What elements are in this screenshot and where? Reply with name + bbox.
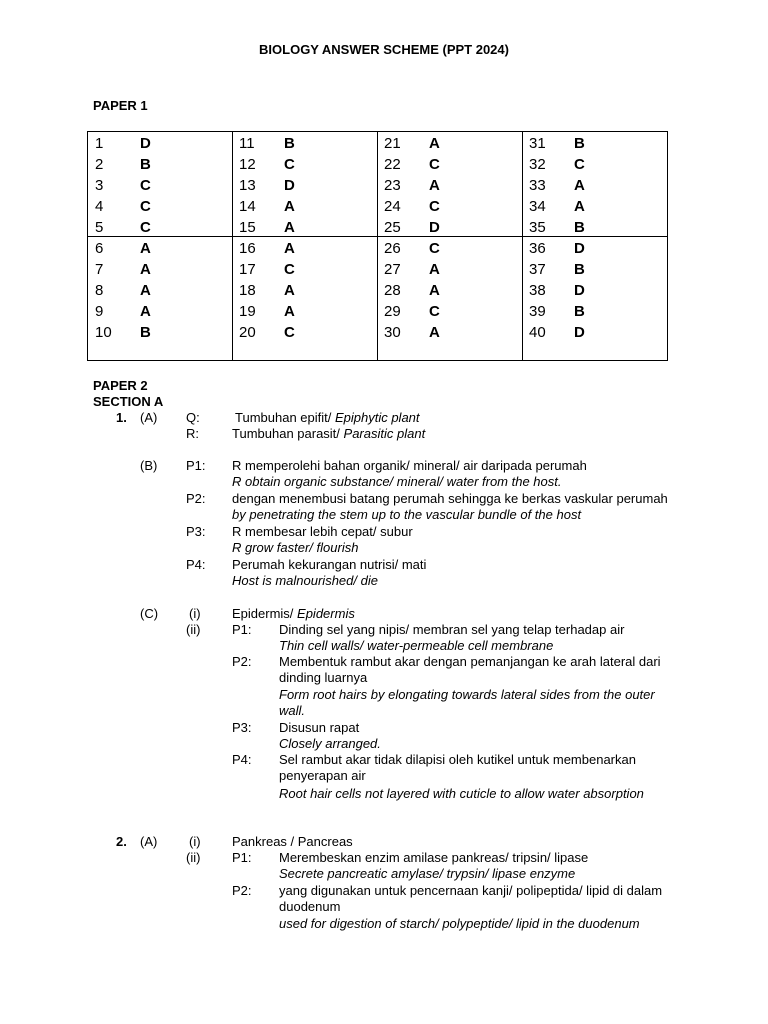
answer-entry <box>529 196 585 217</box>
answer-letter: A <box>140 261 151 278</box>
answer-text: R membesar lebih cepat/ subur <box>232 524 413 539</box>
question-number: 2 <box>95 156 104 173</box>
answer-entry <box>529 175 585 196</box>
point-label: P4: <box>186 557 206 572</box>
answer-entry <box>239 154 295 175</box>
answer-letter: A <box>429 282 440 299</box>
answer-letter: A <box>574 177 585 194</box>
answer-text-en: Epiphytic plant <box>334 410 420 425</box>
answer-entry <box>239 133 295 154</box>
question-number: 8 <box>95 282 104 299</box>
answer-entry <box>95 154 151 175</box>
answer-entry <box>384 133 440 154</box>
answer-line <box>232 426 425 442</box>
answer-entry <box>384 154 440 175</box>
point-label: P2: <box>232 883 252 898</box>
answer-letter: A <box>429 177 440 194</box>
question-number: 29 <box>384 303 401 320</box>
question-number: 40 <box>529 324 546 341</box>
answer-letter: D <box>574 282 585 299</box>
answer-letter: C <box>284 261 295 278</box>
answer-entry <box>529 280 585 301</box>
table-divider <box>522 132 523 360</box>
answer-entry <box>239 301 295 322</box>
question-number: 13 <box>239 177 256 194</box>
answer-entry <box>239 259 295 280</box>
answer-letter: C <box>140 198 151 215</box>
answer-letter: A <box>140 282 151 299</box>
point-label: P2: <box>186 491 206 506</box>
question-number: 20 <box>239 324 256 341</box>
answer-letter: A <box>284 219 295 236</box>
table-divider <box>377 132 378 360</box>
answer-entry <box>529 259 585 280</box>
answer-letter: A <box>574 198 585 215</box>
answer-entry <box>95 133 151 154</box>
answer-entry <box>384 322 440 343</box>
answer-entry <box>239 217 295 238</box>
paper1-heading: PAPER 1 <box>93 98 148 113</box>
answer-text-en: Root hair cells not layered with cuticle to allow water absorption <box>279 786 644 801</box>
question-number: 18 <box>239 282 256 299</box>
point-label: P4: <box>232 752 252 767</box>
answer-entry <box>529 238 585 259</box>
answer-text: dengan menembusi batang perumah sehingga ke berkas vaskular perumah <box>232 491 668 506</box>
answer-letter: B <box>140 324 151 341</box>
answer-entry <box>239 322 295 343</box>
point-label: P3: <box>186 524 206 539</box>
question-number: 36 <box>529 240 546 257</box>
question-number: 26 <box>384 240 401 257</box>
answer-entry <box>239 238 295 259</box>
answer-entry <box>529 322 585 343</box>
question-number: 32 <box>529 156 546 173</box>
question-number: 4 <box>95 198 104 215</box>
answer-entry <box>95 301 151 322</box>
table-divider <box>232 132 233 360</box>
question-number: 9 <box>95 303 104 320</box>
answer-letter: A <box>429 135 440 152</box>
answer-entry <box>95 196 151 217</box>
part-label: (A) <box>140 410 158 425</box>
question-number: 22 <box>384 156 401 173</box>
paper1-answer-table <box>87 131 668 361</box>
answer-letter: C <box>284 324 295 341</box>
part-label: (B) <box>140 458 158 473</box>
point-label: P2: <box>232 654 252 669</box>
answer-letter: C <box>429 240 440 257</box>
question-number: 1 <box>95 135 104 152</box>
answer-text-en: wall. <box>279 703 306 718</box>
question-number: 38 <box>529 282 546 299</box>
question-number: 37 <box>529 261 546 278</box>
question-number: 28 <box>384 282 401 299</box>
answer-text: Dinding sel yang nipis/ membran sel yang telap terhadap air <box>279 622 625 637</box>
answer-letter: C <box>429 198 440 215</box>
answer-letter: B <box>574 135 585 152</box>
answer-letter: C <box>140 219 151 236</box>
answer-letter: C <box>140 177 151 194</box>
point-label: P1: <box>186 458 206 473</box>
answer-text: Epidermis/ <box>232 606 298 621</box>
answer-entry <box>529 133 585 154</box>
answer-text: yang digunakan untuk pencernaan kanji/ polipeptida/ lipid di dalam <box>279 883 663 898</box>
point-label: P3: <box>232 720 252 735</box>
answer-letter: A <box>284 282 295 299</box>
answer-entry <box>239 196 295 217</box>
answer-entry <box>95 280 151 301</box>
subpart-label: (i) <box>189 606 201 621</box>
answer-text-en: Host is malnourished/ die <box>232 573 378 588</box>
question-number: 33 <box>529 177 546 194</box>
question-number: 3 <box>95 177 104 194</box>
question-number: 34 <box>529 198 546 215</box>
answer-letter: B <box>574 219 585 236</box>
question-number: 16 <box>239 240 256 257</box>
part-label: (C) <box>140 606 159 621</box>
answer-letter: B <box>140 156 151 173</box>
answer-letter: C <box>284 156 295 173</box>
answer-text: Tumbuhan parasit/ <box>232 426 344 441</box>
answer-text-en: Secrete pancreatic amylase/ trypsin/ lipase enzyme <box>279 866 576 881</box>
answer-letter: D <box>140 135 151 152</box>
answer-text: Merembeskan enzim amilase pankreas/ tripsin/ lipase <box>279 850 589 865</box>
question-number: 11 <box>239 135 255 152</box>
answer-text: Perumah kekurangan nutrisi/ mati <box>232 557 427 572</box>
question-number: 39 <box>529 303 546 320</box>
answer-entry <box>95 175 151 196</box>
answer-letter: C <box>429 156 440 173</box>
question-number: 15 <box>239 219 256 236</box>
subpart-label: (i) <box>189 834 201 849</box>
answer-entry <box>95 322 151 343</box>
answer-text: Sel rambut akar tidak dilapisi oleh kutikel untuk membenarkan <box>279 752 636 767</box>
answer-entry <box>529 301 585 322</box>
question-number: 21 <box>384 135 401 152</box>
question-number: 12 <box>239 156 256 173</box>
answer-entry <box>384 280 440 301</box>
answer-entry <box>384 217 440 238</box>
answer-entry <box>95 217 151 238</box>
answer-letter: A <box>284 198 295 215</box>
answer-text: Membentuk rambut akar dengan pemanjangan ke arah lateral dari <box>279 654 661 669</box>
answer-letter: C <box>574 156 585 173</box>
answer-text-en: Epidermis <box>297 606 355 621</box>
question-number: 23 <box>384 177 401 194</box>
question-number: 30 <box>384 324 401 341</box>
answer-entry <box>239 175 295 196</box>
answer-text: Tumbuhan epifit/ <box>235 410 335 425</box>
answer-text: penyerapan air <box>279 768 366 783</box>
answer-entry <box>529 154 585 175</box>
answer-text-en: R obtain organic substance/ mineral/ water from the host. <box>232 474 562 489</box>
answer-text-en: R grow faster/ flourish <box>232 540 359 555</box>
answer-text: duodenum <box>279 899 341 914</box>
answer-letter: D <box>284 177 295 194</box>
answer-text-en: Thin cell walls/ water-permeable cell membrane <box>279 638 554 653</box>
answer-entry <box>529 217 585 238</box>
question-number: 27 <box>384 261 401 278</box>
document-title: BIOLOGY ANSWER SCHEME (PPT 2024) <box>259 42 509 57</box>
subpart-label: (ii) <box>186 622 201 637</box>
point-label: Q: <box>186 410 200 425</box>
question-number: 17 <box>239 261 256 278</box>
question-number: 35 <box>529 219 546 236</box>
answer-entry <box>95 238 151 259</box>
answer-entry <box>239 280 295 301</box>
answer-letter: C <box>429 303 440 320</box>
answer-text: dinding luarnya <box>279 670 368 685</box>
section-heading: SECTION A <box>93 394 164 409</box>
answer-line <box>232 606 355 622</box>
answer-letter: A <box>140 303 151 320</box>
answer-letter: D <box>574 324 585 341</box>
question-number: 14 <box>239 198 256 215</box>
answer-text-en: Form root hairs by elongating towards lateral sides from the outer <box>279 687 655 702</box>
answer-text-en: Parasitic plant <box>343 426 426 441</box>
subpart-label: (ii) <box>186 850 201 865</box>
answer-entry <box>384 196 440 217</box>
question-number: 24 <box>384 198 401 215</box>
answer-letter: B <box>284 135 295 152</box>
answer-line <box>235 410 420 426</box>
answer-entry <box>384 238 440 259</box>
answer-text-en: by penetrating the stem up to the vascular bundle of the host <box>232 507 582 522</box>
answer-letter: A <box>429 261 440 278</box>
answer-letter: B <box>574 303 585 320</box>
point-label: P1: <box>232 850 252 865</box>
question-number: 1. <box>116 410 127 425</box>
question-number: 2. <box>116 834 127 849</box>
point-label: R: <box>186 426 199 441</box>
answer-letter: A <box>429 324 440 341</box>
question-number: 31 <box>529 135 546 152</box>
question-number: 25 <box>384 219 401 236</box>
answer-letter: B <box>574 261 585 278</box>
answer-letter: A <box>284 303 295 320</box>
answer-letter: A <box>140 240 151 257</box>
question-number: 5 <box>95 219 104 236</box>
answer-letter: D <box>429 219 440 236</box>
paper2-heading: PAPER 2 <box>93 378 148 393</box>
point-label: P1: <box>232 622 252 637</box>
answer-text: R memperolehi bahan organik/ mineral/ air daripada perumah <box>232 458 587 473</box>
answer-text-en: used for digestion of starch/ polypeptide/ lipid in the duodenum <box>279 916 640 931</box>
answer-entry <box>384 259 440 280</box>
question-number: 10 <box>95 324 112 341</box>
question-number: 6 <box>95 240 104 257</box>
answer-entry <box>384 301 440 322</box>
answer-letter: A <box>284 240 295 257</box>
answer-letter: D <box>574 240 585 257</box>
question-number: 19 <box>239 303 256 320</box>
answer-entry <box>384 175 440 196</box>
answer-text-en: Closely arranged. <box>279 736 381 751</box>
answer-text: Disusun rapat <box>279 720 360 735</box>
answer-entry <box>95 259 151 280</box>
question-number: 7 <box>95 261 104 278</box>
answer-text: Pankreas / Pancreas <box>232 834 353 849</box>
part-label: (A) <box>140 834 158 849</box>
